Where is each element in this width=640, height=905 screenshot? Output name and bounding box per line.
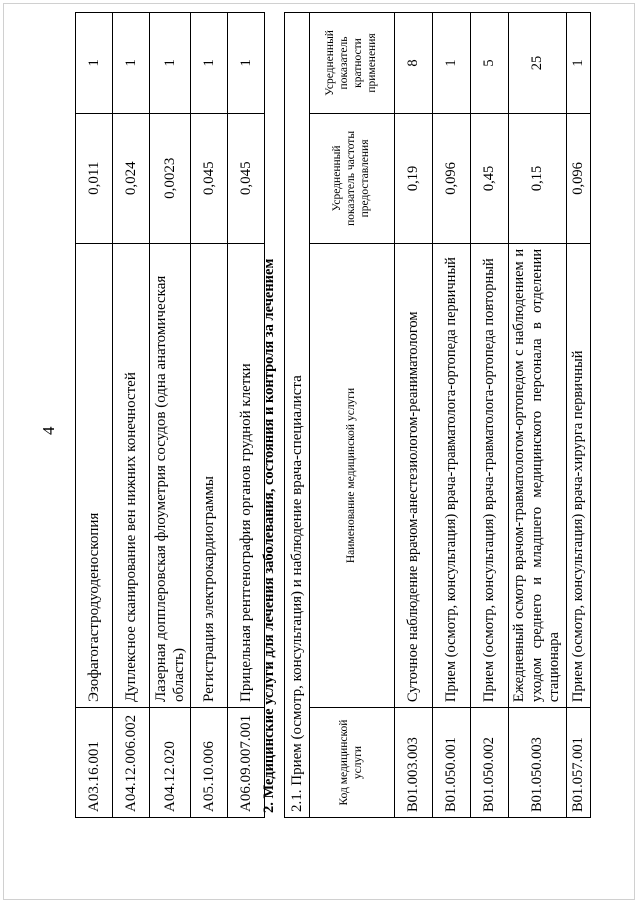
service-code: A03.16.001	[76, 708, 113, 818]
frequency-value: 0,045	[228, 113, 265, 243]
services-table-specialists	[284, 12, 591, 818]
header-multiplicity: Усредненный показатель кратности применения	[310, 13, 395, 114]
header-name: Наименование медицинской услуги	[310, 243, 395, 707]
frequency-value: 0,096	[433, 113, 471, 243]
service-code: B01.057.001	[567, 708, 591, 818]
table-row	[150, 13, 191, 818]
table-row	[191, 13, 228, 818]
service-name: Эзофагогастродуоденоскопия	[76, 243, 113, 707]
frequency-value: 0,011	[76, 113, 113, 243]
multiplicity-value: 1	[191, 13, 228, 114]
subsection-row	[285, 13, 310, 818]
table-row	[395, 13, 433, 818]
service-code: A06.09.007.001	[228, 708, 265, 818]
table-row	[433, 13, 471, 818]
multiplicity-value: 25	[509, 13, 567, 114]
multiplicity-value: 1	[228, 13, 265, 114]
subsection-title: 2.1. Прием (осмотр, консультация) и наблюдение врача-специалиста	[285, 13, 310, 818]
table-row	[567, 13, 591, 818]
multiplicity-value: 5	[471, 13, 509, 114]
page-number: 4	[39, 426, 58, 435]
frequency-value: 0,0023	[150, 113, 191, 243]
service-name: Прицельная рентгенография органов грудной клетки	[228, 243, 265, 707]
service-name: Дуплексное сканирование вен нижних конечностей	[113, 243, 150, 707]
multiplicity-value: 1	[113, 13, 150, 114]
services-table-diagnostics	[75, 12, 265, 818]
service-code: A04.12.006.002	[113, 708, 150, 818]
service-name: Прием (осмотр, консультация) врача-травматолога-ортопеда первичный	[433, 243, 471, 707]
frequency-value: 0,15	[509, 113, 567, 243]
multiplicity-value: 8	[395, 13, 433, 114]
header-code: Код медицинской услуги	[310, 708, 395, 818]
service-code: A04.12.020	[150, 708, 191, 818]
service-code: B01.050.001	[433, 708, 471, 818]
service-code: A05.10.006	[191, 708, 228, 818]
frequency-value: 0,19	[395, 113, 433, 243]
service-name: Суточное наблюдение врачом-анестезиологом-реаниматологом	[395, 243, 433, 707]
table-row	[228, 13, 265, 818]
section-heading: 2. Медицинские услуги для лечения заболевания, состояния и контроля за лечением	[261, 258, 277, 813]
table-row	[509, 13, 567, 818]
service-code: B01.050.002	[471, 708, 509, 818]
multiplicity-value: 1	[567, 13, 591, 114]
service-code: B01.050.003	[509, 708, 567, 818]
multiplicity-value: 1	[76, 13, 113, 114]
frequency-value: 0,045	[191, 113, 228, 243]
table-header-row	[310, 13, 395, 818]
service-name: Ежедневный осмотр врачом-травматологом-ортопедом с наблюдением и уходом среднего и младшего медицинского персонала в отделении стационара	[509, 243, 567, 707]
service-name: Прием (осмотр, консультация) врача-травматолога-ортопеда повторный	[471, 243, 509, 707]
service-name: Регистрация электрокардиограммы	[191, 243, 228, 707]
frequency-value: 0,096	[567, 113, 591, 243]
service-name: Прием (осмотр, консультация) врача-хирурга первичный	[567, 243, 591, 707]
table-row	[113, 13, 150, 818]
frequency-value: 0,45	[471, 113, 509, 243]
multiplicity-value: 1	[150, 13, 191, 114]
table-row	[471, 13, 509, 818]
header-frequency: Усредненный показатель частоты предоставления	[310, 113, 395, 243]
service-code: B01.003.003	[395, 708, 433, 818]
service-name: Лазерная допплеровская флоуметрия сосудов (одна анатомическая область)	[150, 243, 191, 707]
frequency-value: 0,024	[113, 113, 150, 243]
table-row	[76, 13, 113, 818]
multiplicity-value: 1	[433, 13, 471, 114]
